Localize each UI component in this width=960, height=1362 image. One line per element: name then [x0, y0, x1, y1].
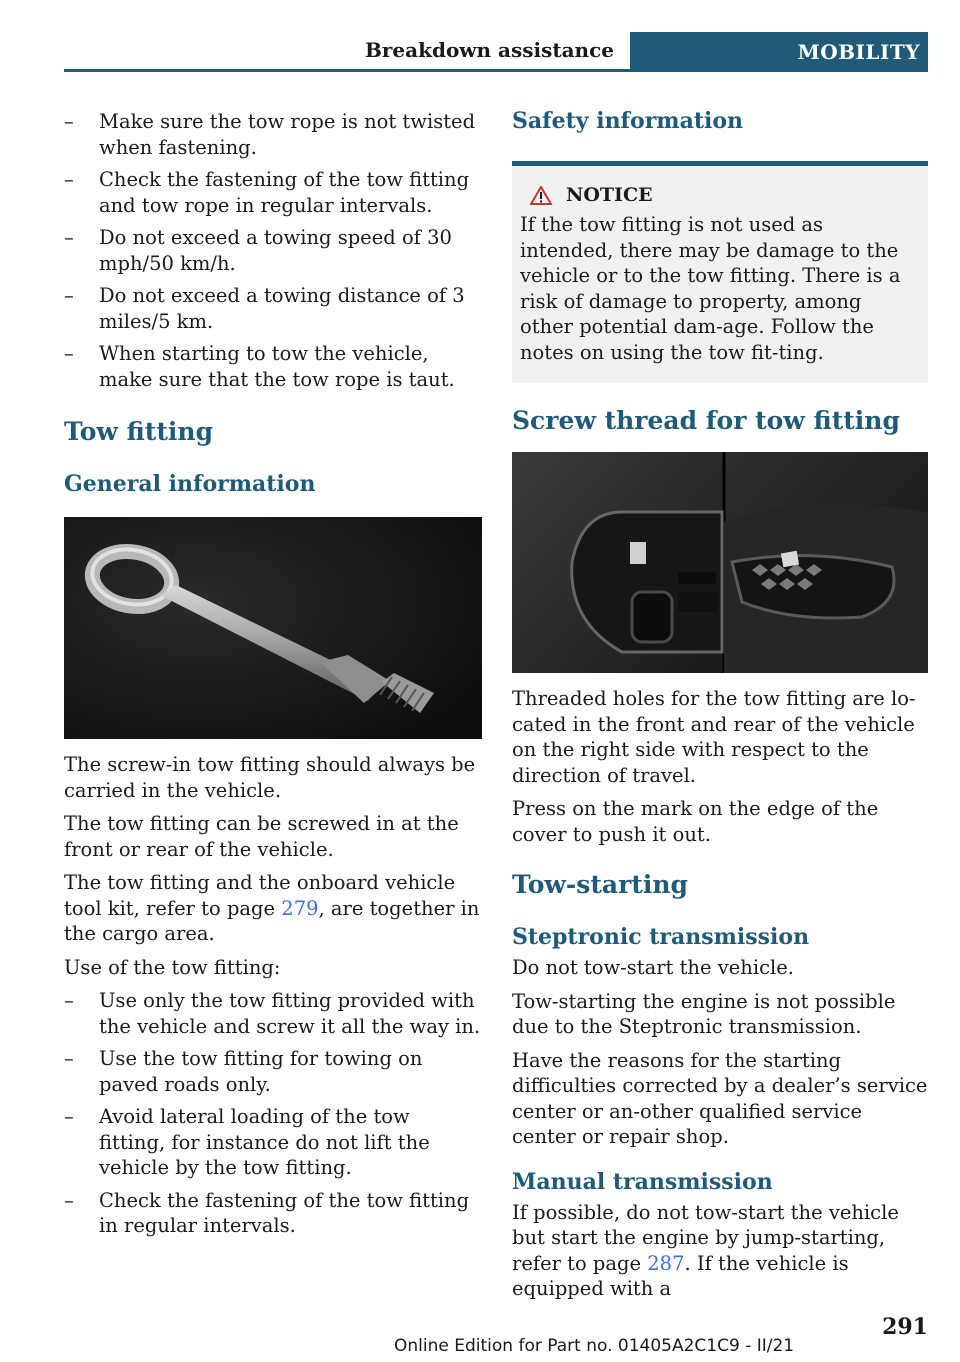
tow-fitting-image — [64, 517, 482, 739]
paragraph — [64, 870, 482, 947]
screw-thread-image — [512, 452, 928, 673]
right-column — [512, 105, 928, 1310]
list-item-text: Check the fastening of the tow fitting in regular intervals. — [99, 1188, 470, 1237]
warning-triangle-icon — [530, 186, 552, 205]
list-item-text: Do not exceed a towing speed of 30 mph/50 km/h. — [99, 226, 452, 275]
list-item — [64, 1046, 482, 1097]
dash-bullet: – — [64, 989, 74, 1012]
header-rule — [64, 69, 630, 72]
paragraph: The screw-in tow fitting should always be carried in the vehicle. — [64, 753, 476, 802]
heading-manual-transmission: Manual transmission — [512, 1168, 773, 1195]
list-item-text: Avoid lateral loading of the tow fitting, for instance do not lift the vehicle by the tow fitting. — [99, 1105, 430, 1179]
heading-tow-starting: Tow-starting — [512, 870, 689, 899]
paragraph: Do not tow-start the vehicle. — [512, 956, 794, 979]
list-item-text: When starting to tow the vehicle, make sure that the tow rope is taut. — [99, 342, 455, 391]
tow-fitting-use-list — [64, 988, 482, 1239]
paragraph: Press on the mark on the edge of the cover to push it out. — [512, 797, 879, 846]
paragraph-text: . If the vehicle is equipped with a — [512, 1251, 849, 1300]
list-item-text: Use the tow fitting for towing on paved roads only. — [99, 1047, 423, 1096]
heading-safety-information: Safety information — [512, 108, 744, 134]
list-item — [64, 109, 482, 160]
list-item — [64, 225, 482, 276]
list-item — [64, 1188, 482, 1239]
dash-bullet: – — [64, 342, 74, 365]
paragraph: Use of the tow fitting: — [64, 955, 281, 979]
list-item — [64, 283, 482, 334]
list-item — [64, 988, 482, 1039]
page-link-287[interactable]: 287 — [647, 1251, 685, 1275]
page-header — [64, 32, 928, 72]
page-footer — [64, 1310, 928, 1356]
dash-bullet: – — [64, 110, 74, 133]
list-item-text: Do not exceed a towing distance of 3 miles/5 km. — [99, 284, 465, 333]
list-item — [64, 167, 482, 218]
dash-bullet: – — [64, 226, 74, 249]
dash-bullet: – — [64, 1047, 74, 1070]
header-chapter-tab: MOBILITY — [630, 32, 928, 72]
paragraph: Have the reasons for the starting difficulties corrected by a dealer’s service center or an-other qualified service center or repair shop. — [512, 1048, 928, 1148]
paragraph — [512, 1200, 928, 1302]
heading-screw-thread: Screw thread for tow fitting — [512, 406, 900, 435]
page-link-279[interactable]: 279 — [281, 896, 319, 920]
notice-title — [520, 182, 920, 208]
list-item-text: Check the fastening of the tow fitting and tow rope in regular intervals. — [99, 168, 470, 217]
dash-bullet: – — [64, 284, 74, 307]
towing-rules-list — [64, 109, 482, 392]
notice-text: If the tow fitting is not used as intended, there may be damage to the vehicle or to the tow fitting. There is a risk of damage to property, among other potential dam-age. Follow the notes on using the tow fit-ting. — [520, 213, 901, 364]
dash-bullet: – — [64, 1105, 74, 1128]
paragraph-text: If possible, do not tow-start the vehicle but start the engine by jump-starting, refer to page — [512, 1200, 899, 1275]
page-number: 291 — [882, 1314, 928, 1340]
edition-note: Online Edition for Part no. 01405A2C1C9 - II/21 — [394, 1336, 795, 1356]
paragraph: Tow-starting the engine is not possible due to the Steptronic transmission. — [512, 989, 896, 1038]
paragraph-text: The tow fitting and the onboard vehicle tool kit, refer to page — [64, 871, 456, 920]
heading-general-information: General information — [64, 471, 316, 497]
list-item-text: Use only the tow fitting provided with the vehicle and screw it all the way in. — [99, 989, 481, 1038]
paragraph-text: , are together in the cargo area. — [64, 896, 480, 945]
notice-label: NOTICE — [566, 184, 653, 206]
list-item — [64, 341, 482, 392]
paragraph: Threaded holes for the tow fitting are lo-cated in the front and rear of the vehicle on the right side with respect to the direction of travel. — [512, 687, 916, 787]
left-column — [64, 105, 482, 1246]
header-section-title: Breakdown assistance — [364, 38, 614, 62]
list-item — [64, 1104, 482, 1181]
dash-bullet: – — [64, 1188, 74, 1212]
notice-box — [512, 161, 928, 383]
dash-bullet: – — [64, 168, 74, 191]
heading-tow-fitting: Tow fitting — [64, 417, 214, 446]
paragraph: The tow fitting can be screwed in at the front or rear of the vehicle. — [64, 812, 459, 861]
heading-steptronic: Steptronic transmission — [512, 924, 810, 950]
list-item-text: Make sure the tow rope is not twisted when fastening. — [99, 110, 476, 159]
